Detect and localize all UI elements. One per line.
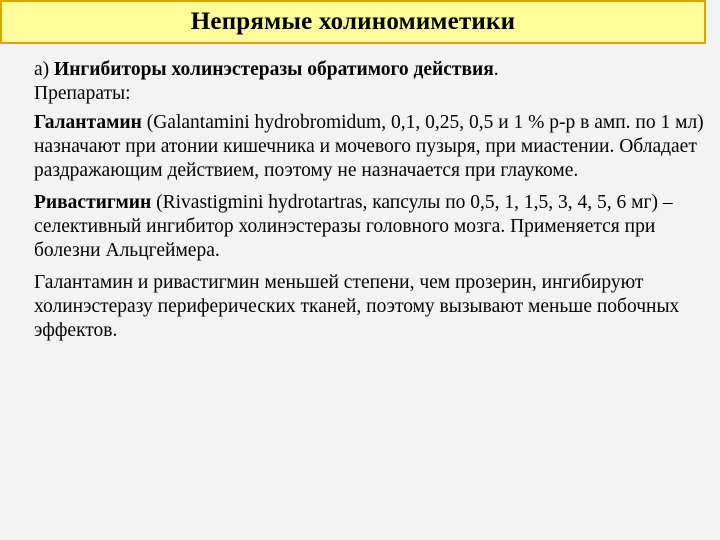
slide-title-bar — [0, 0, 706, 44]
summary-paragraph: Галантамин и ривастигмин меньшей степени, чем прозерин, ингибируют холинэстеразу периферических тканей, поэтому вызывают меньше побочных эффектов. — [34, 272, 680, 341]
rivastigmine-text: (Rivastigmini hydrotartras, капсулы по 0,5, 1, 1,5, 3, 4, 5, 6 мг) – селективный ингибитор холинэстеразы головного мозга. Применяется при болезни Альцгеймера. — [34, 192, 673, 261]
galantamine-name: Галантамин — [34, 112, 142, 133]
intro-heading: Ингибиторы холинэстеразы обратимого действия — [54, 59, 494, 80]
intro-paragraph — [34, 58, 706, 106]
slide-body — [34, 58, 706, 351]
galantamine-text: (Galantamini hydrobromidum, 0,1, 0,25, 0,5 и 1 % р-р в амп. по 1 мл) назначают при атонии кишечника и мочевого пузыря, при миастении. Обладает раздражающим действием, поэтому не назначается при глаукоме. — [34, 112, 704, 181]
rivastigmine-name: Ривастигмин — [34, 192, 152, 213]
galantamine-paragraph — [34, 111, 706, 183]
intro-heading-end: . — [493, 59, 499, 80]
slide-title: Непрямые холиномиметики — [190, 8, 516, 35]
intro-prefix: а) — [34, 59, 55, 80]
intro-subheading: Препараты: — [34, 83, 131, 104]
rivastigmine-paragraph — [34, 191, 706, 263]
